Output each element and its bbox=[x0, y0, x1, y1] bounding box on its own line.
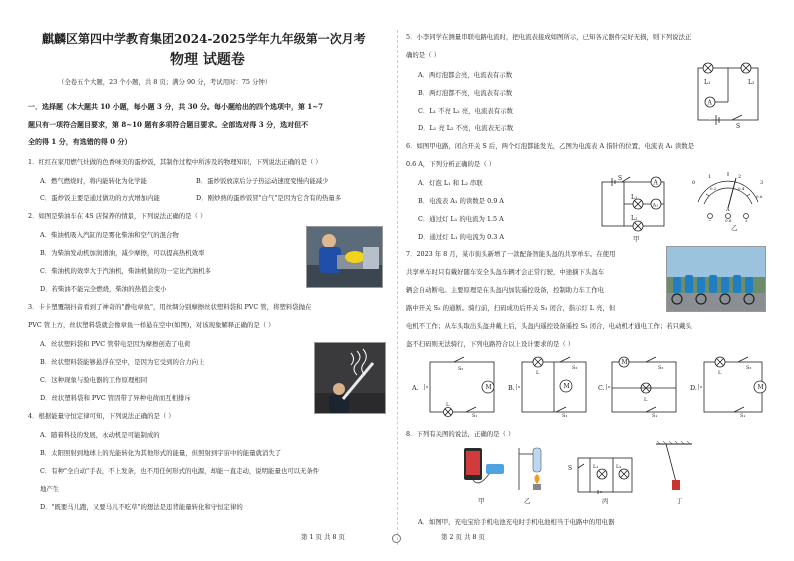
q7a-s2: S₂ bbox=[458, 366, 464, 372]
exam-title: 麒麟区第四中学教育集团2024-2025学年九年级第一次月考 bbox=[42, 32, 366, 46]
q6-ammeter-dial-yi bbox=[686, 170, 770, 222]
q2-mechanic-photo bbox=[306, 226, 383, 288]
q7-shared-bikes-photo bbox=[666, 246, 766, 312]
q6-option-b: B．电流表 A₁ 的读数是 0.9 A bbox=[418, 197, 504, 205]
dial-ammeter-label: A bbox=[726, 207, 730, 213]
q7c-s2: S₂ bbox=[658, 365, 664, 371]
q7-line6: 盔不扫码则无法骑行，下列电路符合以上设计要求的是（ ） bbox=[406, 340, 575, 348]
q1-option-a: A．燃气燃烧时，将内能转化为化学能 bbox=[40, 177, 147, 185]
q7-line1: 7．2023 年 8 月，某市街头新增了一款配备智能头盔的共享单车。在使用 bbox=[406, 250, 616, 258]
q6-ammeter-a1-label: A₁ bbox=[652, 202, 659, 209]
q8-caption-jia: 甲 bbox=[478, 497, 485, 505]
q4-option-c-line1: C．有种"全自动"手表，不上发条，也不用任何形式的电源，却能一直走动，说明能量也可以无条件 bbox=[40, 467, 320, 475]
left-page-footer: 第 1 页 共 8 页 bbox=[301, 533, 345, 541]
q7-line4: 路中开关 S₂ 的通断。骑行前，扫码成功后开关 S₁ 闭合，指示灯 L 亮，但 bbox=[406, 304, 616, 312]
dial-scale-04: 0.4 bbox=[738, 186, 745, 191]
q7d-s2: S₂ bbox=[746, 365, 752, 371]
section1-line2: 题只有一项符合题目要求，第 8~10 题有多项符合题目要求。全部选对得 3 分，选对但不 bbox=[28, 120, 309, 129]
q6-option-c: C．通过灯 L₁ 的电流为 1.5 A bbox=[418, 215, 504, 223]
dial-scale-3: 3 bbox=[760, 180, 764, 186]
q2-option-a: A．柴油机吸入汽缸的是雾化柴油和空气的混合物 bbox=[40, 231, 179, 239]
q7c-motor: M bbox=[621, 359, 628, 366]
section1-line3: 全的得 1 分，有选错的得 0 分） bbox=[28, 137, 132, 146]
q6-ammeter-a-label: A bbox=[653, 179, 658, 187]
q7-circuit-a bbox=[424, 356, 504, 418]
q4-stem: 4．根据能量守恒定律可知，下列说法正确的是（ ） bbox=[28, 412, 175, 420]
q5-option-a: A．两灯泡都会亮，电流表有示数 bbox=[418, 71, 513, 79]
q7d-l: L bbox=[718, 370, 722, 376]
q6-fig-jia-caption: 甲 bbox=[633, 235, 640, 243]
q8-option-a: A．如图甲，充电宝给手机电池充电时手机电池相当于电路中的用电器 bbox=[418, 518, 615, 526]
q8-caption-ding: 丁 bbox=[676, 497, 683, 505]
q8-bing-s: S bbox=[568, 465, 573, 472]
q8-bing-l2: L₂ bbox=[616, 464, 622, 470]
q8-stem: 8．下列有关图的说法，正确的是（ ） bbox=[406, 430, 515, 438]
dial-scale-02: 0.2 bbox=[710, 186, 717, 191]
q3-static-octopus-photo bbox=[314, 342, 386, 414]
q8-fig-jia-powerbank bbox=[460, 444, 508, 490]
q7-option-d-label: D. bbox=[690, 384, 697, 392]
q6-option-d: D．通过灯 L₁ 的电流为 0.3 A bbox=[418, 233, 504, 241]
q8-bing-l1: L₁ bbox=[593, 464, 599, 470]
q7b-s1: S₁ bbox=[562, 413, 568, 418]
q7b-l: L bbox=[536, 370, 540, 376]
q5-switch-label: S bbox=[736, 123, 741, 130]
q5-stem-line2: 确的是（ ） bbox=[406, 51, 440, 59]
q1-stem: 1．红红在家用燃气灶做的色香味美的蛋炒饭，其制作过程中所涉及的物理知识，下列说法正确的是（ ） bbox=[28, 158, 322, 166]
q7-line2: 共享单车时只有戴好随车安全头盔车辆才会正常行驶，中途摘下头盔车 bbox=[406, 268, 605, 276]
q3-option-b: B．丝状塑料袋能够悬浮在空中，是因为它受到的合力向上 bbox=[40, 358, 205, 366]
dial-scale-06: 0.6 bbox=[756, 194, 763, 199]
q5-stem-line1: 5．小李同学在测量串联电路电流时，把电流表接成如图所示，已知各元器件完好无损，则下列说法正 bbox=[406, 33, 692, 41]
q7b-motor: M bbox=[563, 383, 570, 390]
dial-scale-2: 2 bbox=[738, 174, 742, 180]
page-divider bbox=[397, 30, 398, 545]
q6-circuit-jia bbox=[596, 172, 674, 234]
q7-circuit-d bbox=[698, 356, 770, 418]
dial-terminal-minus: − bbox=[708, 218, 712, 222]
q7-line3: 辆会自动断电。主要原理是在头盔内加装遥控设备，控制助力车工作电 bbox=[406, 286, 605, 294]
q7d-s1: S₁ bbox=[740, 413, 746, 418]
q6-fig-yi-caption: 乙 bbox=[731, 224, 738, 232]
dial-terminal-06: 0.6 bbox=[725, 218, 732, 222]
q4-option-b: B．太阳照射到地球上的光能转化为其他形式的能量，但照射到宇宙中的能量就消失了 bbox=[40, 449, 282, 457]
section1-line1: 一．选择题（本大题共 10 小题，每小题 3 分，共 30 分。每小题给出的四个选项中，第 1~7 bbox=[28, 102, 324, 111]
q3-stem-line1: 3．卡卡塑覆制抖音看到了神奇的"静电章鱼"，用丝绸分别摩擦丝状塑料袋和 PVC 管，将塑料袋抛在 bbox=[28, 303, 312, 311]
q6-l1-label: L₁ bbox=[631, 194, 638, 201]
q6-option-a: A．灯泡 L₁ 和 L₂ 串联 bbox=[418, 179, 483, 187]
q2-option-b: B．为柴油发动机加润滑油，减少摩擦，可以提高热机效率 bbox=[40, 249, 205, 257]
q6-l2-label: L₂ bbox=[631, 215, 638, 222]
q8-caption-yi: 乙 bbox=[524, 497, 531, 505]
q1-option-c: C．蛋炒饭主要是通过做功的方式增加内能 bbox=[40, 194, 160, 202]
q6-stem-line1: 6．如图甲电路，闭合开关 S 后，两个灯泡都能发光，乙图为电流表 A 指针的位置，电流表 A₁ 读数是 bbox=[406, 142, 695, 150]
q7-option-a-label: A. bbox=[412, 384, 419, 392]
q7d-motor: M bbox=[757, 384, 764, 391]
q3-option-a: A．丝状塑料袋和 PVC 管带电是因为摩擦创造了电荷 bbox=[40, 340, 191, 348]
q2-option-c: C．柴油机的效率大于汽油机，柴油机做的功一定比汽油机多 bbox=[40, 267, 212, 275]
q4-option-d: D．"既要马儿跑，又要马儿不吃草"的想法是违背能量转化和守恒定律的 bbox=[40, 503, 243, 511]
q2-stem: 2．如图是柴油车在 4S 店保养的情景，下列说法正确的是（ ） bbox=[28, 212, 207, 220]
q3-option-d: D．丝状塑料袋和 PVC 管因带了异种电荷而互相排斥 bbox=[40, 394, 191, 402]
q7-option-c-label: C. bbox=[598, 384, 605, 392]
q7a-motor: M bbox=[485, 384, 492, 391]
q6-switch-label: S bbox=[618, 175, 623, 182]
q7b-s2: S₂ bbox=[572, 365, 578, 371]
q8-fig-bing-circuit bbox=[566, 454, 640, 496]
right-page-footer: 第 2 页 共 8 页 bbox=[441, 533, 485, 541]
exam-info: （全卷五个大题，23 个小题，共 8 页；满分 90 分，考试用时：75 分钟） bbox=[58, 78, 272, 86]
q5-label-l1: L₁ bbox=[704, 79, 711, 86]
q8-fig-yi-test-tube bbox=[513, 444, 553, 494]
q6-stem-line2: 0.6 A，下列分析正确的是（ ） bbox=[406, 160, 496, 168]
q7-line5: 电机不工作；从车头取出头盔并戴上后，头盔内遥控设备遥控 S₂ 闭合，电动机才通电工作；若只戴头 bbox=[406, 322, 692, 330]
q7-circuit-b bbox=[516, 356, 596, 418]
q3-stem-line2: PVC 管上方，丝状塑料袋就会像章鱼一样悬在空中(如图)，对该现象解释正确的是（ ） bbox=[28, 321, 275, 329]
q5-option-c: C．L₁ 不亮 L₂ 亮，电流表有示数 bbox=[418, 107, 513, 115]
exam-subtitle: 物理 试题卷 bbox=[170, 52, 245, 68]
q4-option-c-line2: 地产生 bbox=[40, 485, 60, 493]
q5-ammeter-label: A bbox=[707, 99, 712, 107]
q3-option-c: C．这种现象与验电器的工作原理相同 bbox=[40, 376, 148, 384]
dial-scale-0: 0 bbox=[692, 180, 696, 186]
q8-caption-bing: 丙 bbox=[602, 497, 609, 505]
q4-option-a: A．随着科技的发展，永动机是可能制成的 bbox=[40, 431, 160, 439]
q2-option-d: D．若柴油不能完全燃烧，柴油的热值会变小 bbox=[40, 285, 167, 293]
q7-option-b-label: B. bbox=[508, 384, 515, 392]
q5-option-d: D．L₁ 亮 L₂ 不亮，电流表无示数 bbox=[418, 124, 514, 132]
q7c-s1: S₁ bbox=[652, 413, 658, 418]
q7-circuit-c bbox=[606, 356, 686, 418]
dial-terminal-3: 3 bbox=[745, 218, 748, 222]
q1-option-d: D．刚炒熟的蛋炒饭冒"白气"是因为它含有的热量多 bbox=[196, 194, 342, 202]
dial-scale-1: 1 bbox=[708, 174, 712, 180]
binding-hole-icon bbox=[392, 534, 401, 543]
q5-label-l2: L₂ bbox=[748, 79, 755, 86]
q1-option-b: B．蛋炒饭放凉后分子热运动速度变慢内能减少 bbox=[196, 177, 329, 185]
q5-option-b: B．两灯泡都不亮，电流表有示数 bbox=[418, 89, 513, 97]
q5-circuit-diagram bbox=[688, 60, 770, 130]
q7a-l: L bbox=[446, 402, 450, 408]
q7a-s1: S₁ bbox=[472, 413, 478, 418]
q8-fig-ding-pendulum bbox=[654, 440, 694, 496]
q7c-l: L bbox=[644, 397, 648, 403]
